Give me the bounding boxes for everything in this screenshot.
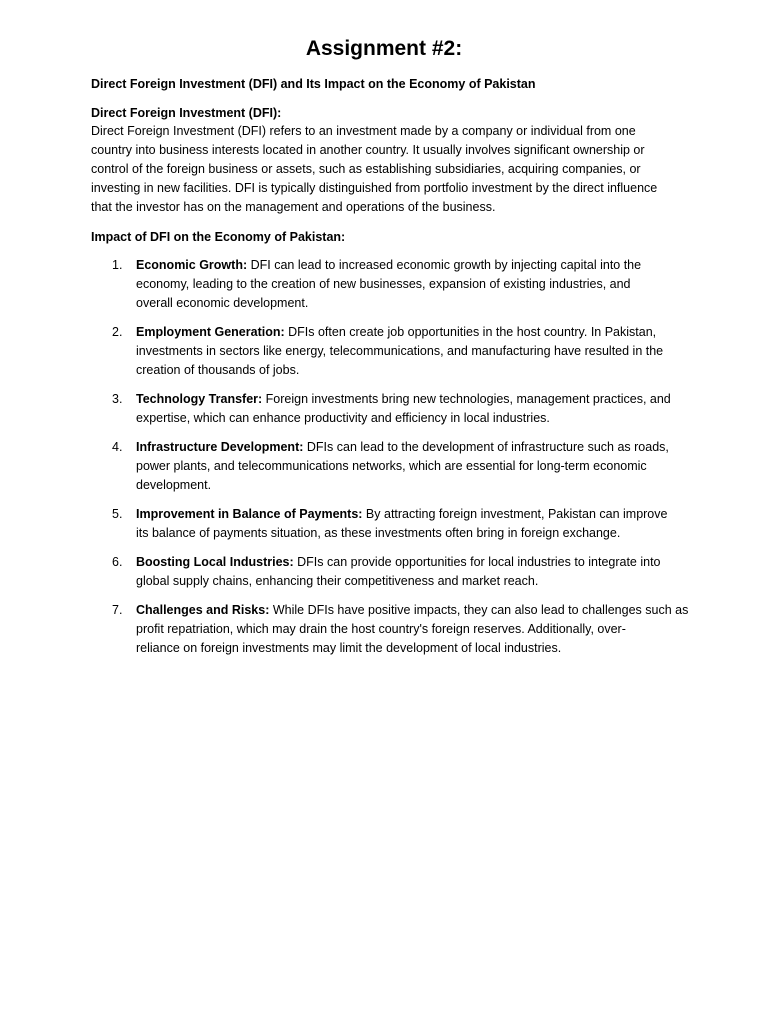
list-item-line: overall economic development.	[136, 296, 309, 310]
list-item-line: global supply chains, enhancing their competitiveness and market reach.	[136, 574, 539, 588]
list-item-number: 3.	[112, 392, 123, 406]
list-item-body	[136, 553, 696, 591]
list-item-line	[136, 256, 696, 275]
list-item-line: creation of thousands of jobs.	[136, 363, 300, 377]
list-item-body	[136, 323, 696, 380]
list-item	[0, 505, 768, 543]
list-item	[0, 323, 768, 380]
list-item-body	[136, 256, 696, 313]
definition-paragraph	[91, 122, 691, 217]
list-item-term: Challenges and Risks:	[136, 603, 270, 617]
list-item-body	[136, 505, 696, 543]
list-item-number: 7.	[112, 603, 123, 617]
list-item-line: economy, leading to the creation of new businesses, expansion of existing industries, and	[136, 277, 631, 291]
list-item-number: 4.	[112, 440, 123, 454]
definition-heading: Direct Foreign Investment (DFI):	[91, 106, 282, 120]
list-item-line: reliance on foreign investments may limit the development of local industries.	[136, 641, 562, 655]
paragraph-line: that the investor has on the management and operations of the business.	[91, 200, 496, 214]
list-item-number: 6.	[112, 555, 123, 569]
list-item-body	[136, 601, 696, 658]
list-item-body	[136, 438, 696, 495]
list-item-line: profit repatriation, which may drain the host country's foreign reserves. Additionally, over-	[136, 622, 626, 636]
paragraph-line: Direct Foreign Investment (DFI) refers to an investment made by a company or individual from one	[91, 124, 636, 138]
list-item-line: expertise, which can enhance productivity and efficiency in local industries.	[136, 411, 550, 425]
page-title: Assignment #2:	[305, 37, 463, 60]
list-item-text: Foreign investments bring new technologies, management practices, and	[262, 392, 671, 406]
list-item-number: 1.	[112, 258, 123, 272]
list-item-line	[136, 601, 696, 620]
list-item-text: DFIs can lead to the development of infrastructure such as roads,	[303, 440, 669, 454]
list-item-text: DFI can lead to increased economic growth by injecting capital into the	[247, 258, 642, 272]
list-item	[0, 256, 768, 313]
list-item-number: 2.	[112, 325, 123, 339]
document-subtitle: Direct Foreign Investment (DFI) and Its Impact on the Economy of Pakistan	[91, 77, 536, 91]
list-item	[0, 601, 768, 658]
list-item-term: Boosting Local Industries:	[136, 555, 294, 569]
list-item-line	[136, 505, 696, 524]
paragraph-line: control of the foreign business or assets, such as establishing subsidiaries, acquiring companies, or	[91, 162, 641, 176]
list-item-line	[136, 553, 696, 572]
list-item-line: investments in sectors like energy, telecommunications, and manufacturing have resulted in the	[136, 344, 664, 358]
list-item-text: DFIs can provide opportunities for local industries to integrate into	[293, 555, 661, 569]
list-item-term: Economic Growth:	[136, 258, 248, 272]
list-item-line	[136, 323, 696, 342]
list-item-term: Employment Generation:	[136, 325, 285, 339]
list-item-line	[136, 390, 696, 409]
list-item-line: power plants, and telecommunications networks, which are essential for long-term economic	[136, 459, 647, 473]
list-item-term: Technology Transfer:	[136, 392, 263, 406]
list-item-term: Improvement in Balance of Payments:	[136, 507, 363, 521]
list-item	[0, 553, 768, 591]
list-item	[0, 438, 768, 495]
list-item-text: While DFIs have positive impacts, they can also lead to challenges such as	[269, 603, 689, 617]
paragraph-line: investing in new facilities. DFI is typically distinguished from portfolio investment by the direct influence	[91, 181, 658, 195]
list-item-text: DFIs often create job opportunities in the host country. In Pakistan,	[284, 325, 657, 339]
list-item-term: Infrastructure Development:	[136, 440, 304, 454]
list-item-line: development.	[136, 478, 212, 492]
list-item-text: By attracting foreign investment, Pakistan can improve	[362, 507, 668, 521]
list-item-line	[136, 438, 696, 457]
impact-heading: Impact of DFI on the Economy of Pakistan:	[91, 230, 346, 244]
list-item-number: 5.	[112, 507, 123, 521]
list-item-body	[136, 390, 696, 428]
list-item	[0, 390, 768, 428]
paragraph-line: country into business interests located in another country. It usually involves significant ownership or	[91, 143, 645, 157]
impact-list	[0, 256, 768, 668]
list-item-line: its balance of payments situation, as these investments often bring in foreign exchange.	[136, 526, 621, 540]
